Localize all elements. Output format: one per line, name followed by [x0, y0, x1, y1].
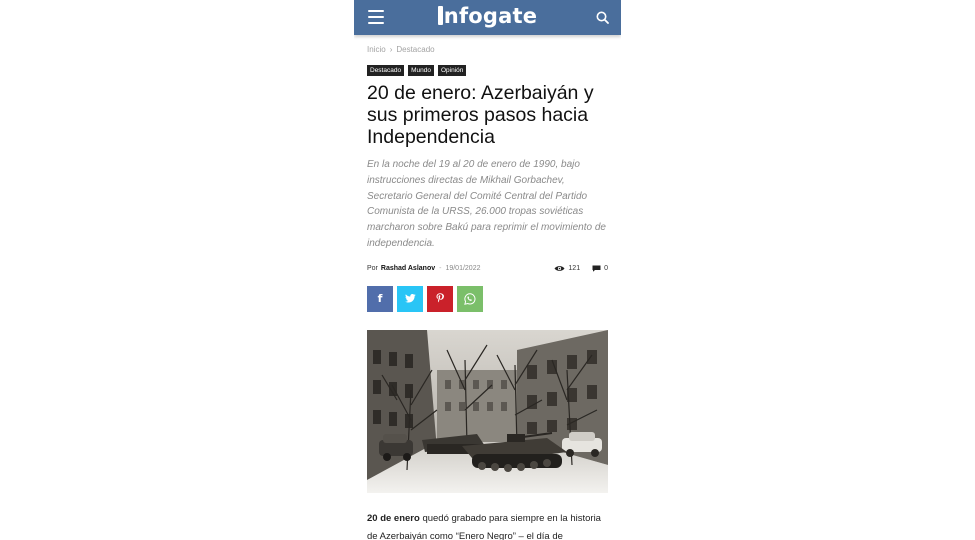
article-title: 20 de enero: Azerbaiyán y sus primeros pasos hacia Independencia [367, 82, 594, 148]
body-text-rest: quedó grabado para siempre en la historia de Azerbaiyán como “Enero Negro” – el día de [367, 512, 601, 540]
twitter-share-button[interactable] [397, 286, 423, 312]
share-buttons [367, 286, 608, 312]
whatsapp-icon [464, 293, 476, 305]
eye-icon [554, 265, 565, 272]
search-icon[interactable] [596, 11, 609, 24]
facebook-share-button[interactable] [367, 286, 393, 312]
meta-dash: - [439, 265, 442, 273]
comment-icon [592, 265, 601, 272]
comments-value: 0 [604, 265, 608, 273]
breadcrumb-item-home[interactable]: Inicio [367, 45, 386, 54]
body-bold-text: 20 de enero [367, 512, 420, 524]
publish-date: 19/01/2022 [445, 265, 481, 273]
by-label: Por [367, 265, 378, 273]
views-value: 121 [568, 265, 581, 273]
article-photo[interactable] [367, 330, 608, 493]
tag-destacado[interactable]: Destacado [367, 65, 404, 76]
pinterest-icon [436, 293, 444, 304]
article-subtitle: En la noche del 19 al 20 de enero de 1990, bajo instrucciones directas de Mikhail Gorbachev, Secretario General del Comité Central del Partido Comunista de la URSS, 26.000 tropas soviéticas marcharon sobre Bakú para reprimir el movimiento de independencia. [367, 159, 606, 249]
category-tags [367, 65, 608, 76]
tag-mundo[interactable]: Mundo [408, 65, 434, 76]
tag-opinion[interactable]: Opinión [438, 65, 466, 76]
whatsapp-share-button[interactable] [457, 286, 483, 312]
mobile-page [354, 0, 621, 540]
article-meta [367, 264, 608, 274]
breadcrumb [367, 45, 608, 54]
twitter-icon [405, 294, 416, 303]
article-stats [546, 265, 608, 272]
top-bar [354, 0, 621, 35]
pinterest-share-button[interactable] [427, 286, 453, 312]
views-count [554, 265, 580, 272]
comments-count[interactable] [592, 265, 608, 272]
article-content [354, 45, 621, 540]
article-body-paragraph [367, 510, 608, 540]
author-link[interactable]: Rashad Aslanov [380, 265, 436, 273]
facebook-icon: f [377, 292, 383, 306]
site-logo[interactable]: nfogate [354, 4, 621, 29]
breadcrumb-item-destacado[interactable]: Destacado [396, 45, 435, 54]
breadcrumb-separator: › [389, 45, 393, 54]
